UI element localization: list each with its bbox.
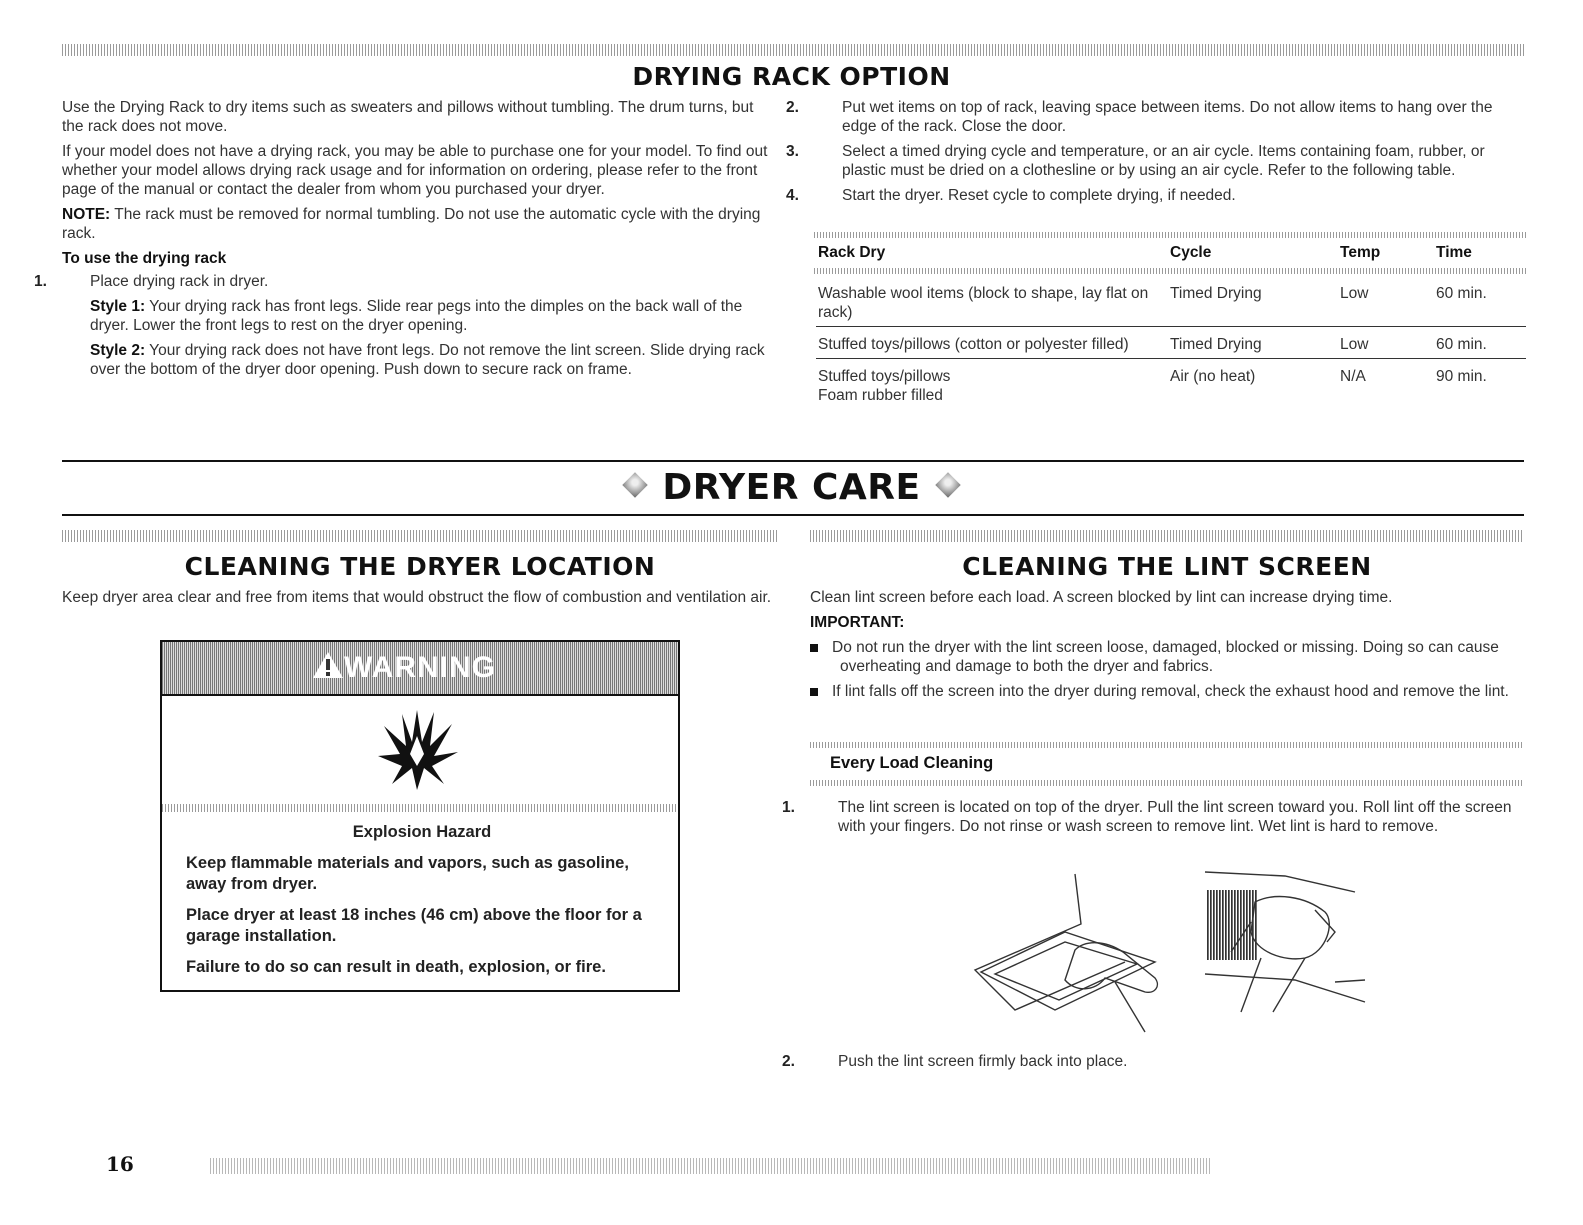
bullet-text: If lint falls off the screen into the dryer during removal, check the exhaust hood and remove the lint.: [832, 683, 1509, 700]
step-text: Put wet items on top of rack, leaving space between items. Do not allow items to hang over the edge of the rack. Close the door.: [842, 99, 1493, 135]
lint-screen-illustration: [955, 862, 1375, 1052]
important-label: IMPORTANT:: [810, 614, 905, 631]
step-text: Select a timed drying cycle and temperature, or an air cycle. Items containing foam, rubber, or plastic must be dried on a clothesline or by using an air cycle. Refer to the following table.: [842, 143, 1485, 179]
rack-step-4: [786, 186, 1526, 205]
page-number: 16: [106, 1152, 134, 1176]
lint-step-1: [782, 798, 1524, 836]
bullet-text: Do not run the dryer with the lint screen loose, damaged, blocked or missing. Doing so can cause overheating and damage to both the dryer and fabrics.: [832, 639, 1499, 675]
footer-decorative-bar: [210, 1158, 1210, 1174]
cell-temp: N/A: [1338, 359, 1434, 410]
step-text: Start the dryer. Reset cycle to complete drying, if needed.: [842, 187, 1236, 204]
every-load-bottom-bar: [810, 780, 1524, 786]
drying-rack-left-column: [34, 98, 778, 385]
every-load-top-bar: [810, 742, 1524, 748]
table-top-bar: [814, 232, 1526, 238]
dryer-care-title-row: [0, 466, 1583, 510]
warning-label-row: [312, 650, 496, 685]
style-text: Your drying rack does not have front legs. Do not remove the lint screen. Slide drying rack over the bottom of the dryer door opening. Push down to secure rack on frame.: [90, 342, 765, 378]
step-number: 2.: [782, 1053, 795, 1070]
cell-cycle: Air (no heat): [1168, 359, 1338, 410]
table-row: [816, 270, 1526, 327]
drying-rack-note: [62, 205, 778, 243]
drying-rack-purchase: If your model does not have a drying rack, you may be able to purchase one for your model. To find out whether your model allows drying rack usage and for information on ordering, please refer to the front page of the manual or contact the dealer from whom you purchased your dryer.: [62, 143, 768, 198]
warning-text-bar: [162, 804, 678, 812]
bullet-icon: [810, 644, 818, 652]
step-number: 1.: [34, 273, 47, 290]
warning-text-area: [162, 812, 678, 978]
dryer-care-top-rule: [62, 460, 1524, 462]
header-rack-dry: Rack Dry: [818, 244, 886, 261]
cell-time: 60 min.: [1434, 327, 1526, 359]
cell-cycle: Timed Drying: [1170, 285, 1262, 302]
style-label: Style 2:: [90, 342, 146, 359]
diamond-ornament-icon: [935, 472, 960, 497]
header-cycle: Cycle: [1170, 244, 1212, 261]
location-top-bar: [62, 530, 778, 542]
drying-rack-title: DRYING RACK OPTION: [632, 62, 951, 91]
diamond-ornament-icon: [623, 472, 648, 497]
note-label: NOTE:: [62, 206, 111, 223]
lint-column: [810, 588, 1524, 707]
lint-bullet-2: [810, 682, 1524, 701]
rack-step-3: [786, 142, 1526, 180]
header-time: Time: [1436, 244, 1472, 261]
warning-triangle-icon: [312, 650, 344, 680]
warning-line-2: Place dryer at least 18 inches (46 cm) above the floor for a garage installation.: [186, 906, 642, 945]
location-title: CLEANING THE DRYER LOCATION: [184, 552, 656, 581]
header-temp: Temp: [1340, 244, 1381, 261]
cell-cycle: Timed Drying: [1168, 327, 1338, 359]
cell-time: 60 min.: [1436, 285, 1487, 302]
explosion-icon: [372, 706, 462, 796]
warning-label: WARNING: [344, 651, 496, 684]
rack-step-1: [34, 272, 778, 291]
bullet-icon: [810, 688, 818, 696]
dryer-top-drawing: [1205, 872, 1365, 1012]
step-text: The lint screen is located on top of the dryer. Pull the lint screen toward you. Roll lint off the screen with your fingers. Do not rinse or wash screen to remove lint. Wet lint is hard to remove.: [838, 799, 1512, 835]
top-decorative-bar: [62, 44, 1524, 56]
cell-temp: Low: [1340, 285, 1369, 302]
lint-bullet-1: [810, 638, 1524, 676]
lint-top-bar: [810, 530, 1524, 542]
step-number: 3.: [786, 143, 799, 160]
rack-style-2: [62, 341, 778, 379]
style-label: Style 1:: [90, 298, 146, 315]
rack-style-1: [62, 297, 778, 335]
every-load-heading: Every Load Cleaning: [830, 754, 994, 772]
note-text: The rack must be removed for normal tumbling. Do not use the automatic cycle with the drying rack.: [62, 206, 761, 242]
dryer-care-title: DRYER CARE: [662, 467, 921, 508]
step-number: 1.: [782, 799, 795, 816]
lint-step-2: [782, 1052, 1524, 1071]
drying-rack-intro: Use the Drying Rack to dry items such as sweaters and pillows without tumbling. The drum turns, but the rack does not move.: [62, 99, 754, 135]
cell-temp: Low: [1338, 327, 1434, 359]
location-text: Keep dryer area clear and free from items that would obstruct the flow of combustion and ventilation air.: [62, 589, 772, 606]
dryer-care-bottom-rule: [62, 514, 1524, 516]
rack-dry-table: [816, 240, 1526, 409]
warning-header: [162, 642, 678, 694]
lint-step-2-container: [782, 1052, 1524, 1077]
lint-title: CLEANING THE LINT SCREEN: [962, 552, 1372, 581]
cell-item: Washable wool items (block to shape, lay flat on rack): [818, 285, 1149, 321]
warning-hazard: Explosion Hazard: [352, 823, 492, 841]
step-number: 2.: [786, 99, 799, 116]
step-text: Push the lint screen firmly back into place.: [838, 1053, 1128, 1070]
cell-item: Stuffed toys/pillows (cotton or polyester filled): [816, 327, 1168, 359]
table-header-row: [816, 240, 1526, 270]
warning-line-1: Keep flammable materials and vapors, such as gasoline, away from dryer.: [186, 854, 629, 893]
table-row: [816, 359, 1526, 410]
step-text: Place drying rack in dryer.: [90, 273, 269, 290]
drying-rack-right-column: [786, 98, 1526, 211]
lint-steps: [782, 798, 1524, 842]
step-number: 4.: [786, 187, 799, 204]
table-row: [816, 327, 1526, 359]
warning-box: [160, 640, 680, 992]
cell-time: 90 min.: [1434, 359, 1526, 410]
warning-line-3: Failure to do so can result in death, explosion, or fire.: [186, 958, 606, 976]
style-text: Your drying rack has front legs. Slide rear pegs into the dimples on the back wall of the dryer. Lower the front legs to rest on the dryer opening.: [90, 298, 743, 334]
rack-step-2: [786, 98, 1526, 136]
lint-screen-drawing: [975, 874, 1157, 1032]
lint-intro: Clean lint screen before each load. A screen blocked by lint can increase drying time.: [810, 589, 1393, 606]
use-rack-heading: To use the drying rack: [62, 250, 227, 267]
cell-item: Stuffed toys/pillows Foam rubber filled: [816, 359, 1168, 410]
explosion-symbol-area: [162, 696, 678, 804]
